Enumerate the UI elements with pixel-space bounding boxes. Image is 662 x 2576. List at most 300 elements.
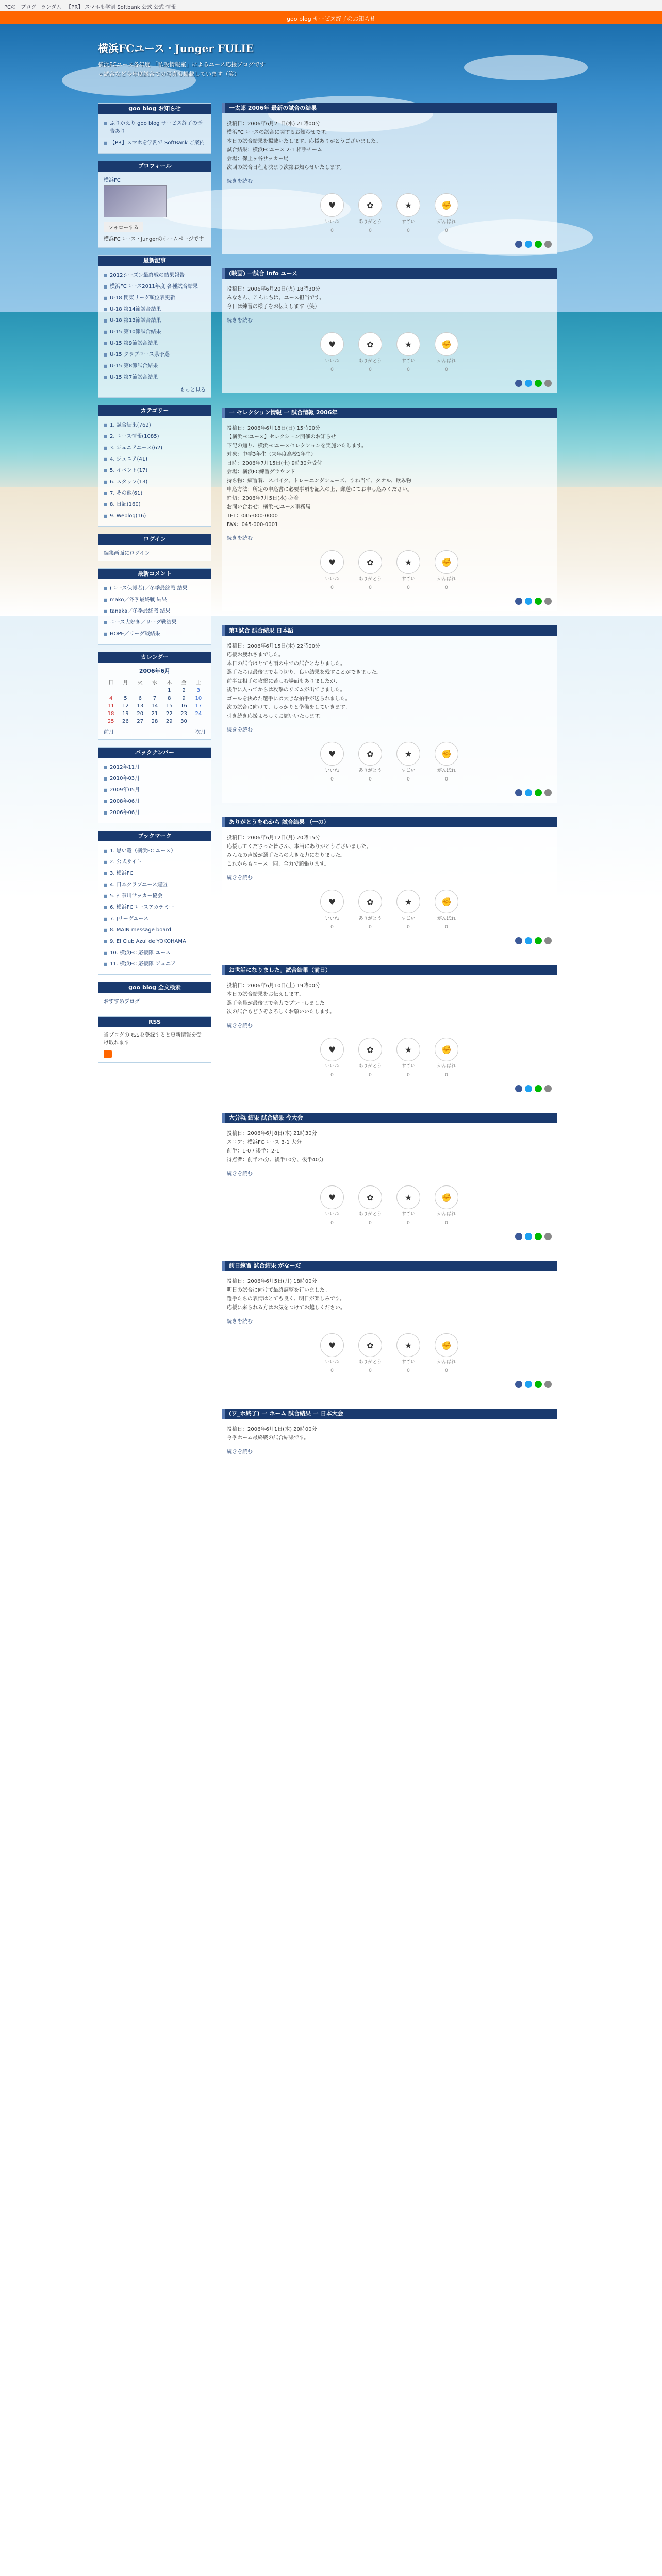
line-share-icon[interactable]: [535, 1085, 542, 1092]
reaction-count: 0: [407, 1368, 410, 1374]
reaction-count: 0: [407, 585, 410, 590]
calendar-day: [118, 687, 133, 694]
read-more-link[interactable]: 続きを読む: [227, 1023, 253, 1029]
reaction-icon: ✿: [358, 1333, 382, 1357]
bookmark-link[interactable]: ■ 10. 横浜FC 応援隊 ユース: [104, 947, 206, 959]
reaction-buttons: [227, 332, 552, 375]
share-buttons: [227, 1085, 552, 1092]
facebook-share-icon[interactable]: [515, 380, 522, 387]
line-share-icon[interactable]: [535, 380, 542, 387]
post-text-line: 後半に入ってからは攻撃のリズムが出てきました。: [227, 687, 345, 693]
reaction-count: 0: [330, 777, 334, 782]
reaction-button[interactable]: [432, 742, 461, 784]
category-link[interactable]: ■ 5. イベント(17): [104, 465, 206, 477]
calendar-day[interactable]: 10: [195, 696, 202, 701]
reaction-icon: ✿: [358, 742, 382, 766]
read-more-link[interactable]: 続きを読む: [227, 179, 253, 184]
sidebox-profile: [98, 161, 211, 248]
calendar-day[interactable]: 11: [107, 703, 114, 709]
sidebox-title: 最新記事: [98, 256, 211, 266]
calendar-weekday: 金: [181, 680, 187, 686]
recent-post-link[interactable]: ■ U-15 第9節試合結果: [104, 338, 206, 349]
reaction-count: 0: [369, 1221, 372, 1226]
reaction-icon: ✊: [435, 193, 458, 217]
recent-post-link[interactable]: ■ U-15 第8節試合結果: [104, 361, 206, 372]
recommend-blog-link[interactable]: おすすめブログ: [104, 999, 140, 1005]
bookmark-link[interactable]: ■ 4. 日本クラブユース連盟: [104, 879, 206, 891]
blog-post: [222, 817, 557, 951]
calendar-day[interactable]: 12: [122, 703, 129, 709]
post-title[interactable]: 一太郎 2006年 最新の試合の結果: [222, 103, 557, 113]
recent-post-link[interactable]: ■ 横浜FCユース2011年度 各種試合結果: [104, 281, 206, 293]
category-link[interactable]: ■ 1. 試合結果(762): [104, 420, 206, 431]
login-link[interactable]: 編集画面にログイン: [104, 551, 150, 556]
calendar-weekday: 土: [195, 680, 201, 686]
reaction-icon: ★: [396, 1333, 420, 1357]
reaction-button[interactable]: [356, 550, 385, 592]
blog-description-line2: ｅ試合など今年度試合での写真も掲載しています（笑）: [98, 71, 240, 77]
reaction-icon: ★: [396, 742, 420, 766]
reaction-button[interactable]: [356, 890, 385, 932]
post-text-line: 会場：横浜FC練習グラウンド: [227, 469, 295, 475]
twitter-share-icon[interactable]: [525, 380, 532, 387]
reaction-button[interactable]: [318, 332, 346, 375]
recent-post-link[interactable]: ■ U-18 第13節試合結果: [104, 315, 206, 327]
reaction-label: ありがとう: [358, 768, 382, 773]
blog-description: [98, 60, 562, 79]
post-text-line: お問い合わせ：横浜FCユース事務局: [227, 504, 311, 510]
reaction-icon: ✿: [358, 1038, 382, 1061]
reaction-button[interactable]: [432, 193, 461, 235]
facebook-share-icon[interactable]: [515, 598, 522, 605]
bookmark-link[interactable]: ■ 2. 公式サイト: [104, 857, 206, 868]
bookmark-share-icon[interactable]: [544, 241, 552, 248]
sidebox-recent-posts: [98, 255, 211, 398]
calendar-month: 2006年6月: [139, 668, 171, 674]
top-link-blog[interactable]: ブログ: [21, 5, 37, 10]
reaction-count: 0: [330, 925, 334, 930]
calendar-day[interactable]: 6: [138, 696, 142, 701]
follow-button[interactable]: フォローする: [104, 222, 143, 232]
post-body: [222, 636, 557, 803]
blog-post: [222, 1261, 557, 1394]
facebook-share-icon[interactable]: [515, 937, 522, 944]
reaction-label: いいね: [325, 1064, 339, 1069]
calendar-day[interactable]: 30: [180, 719, 187, 724]
comment-link[interactable]: ■ HOPE／リーグ戦結果: [104, 629, 206, 640]
reaction-count: 0: [445, 367, 448, 372]
recent-post-link[interactable]: ■ 2012シーズン最終戦の結果報告: [104, 270, 206, 281]
blog-description-line1: 横浜FCユース各年度 「私設情報室」によるユース応援ブログです: [98, 61, 266, 68]
reaction-count: 0: [407, 228, 410, 233]
reaction-icon: ✊: [435, 742, 458, 766]
reaction-button[interactable]: [356, 1185, 385, 1228]
archive-link[interactable]: ■ 2008年06月: [104, 796, 206, 807]
reaction-icon: ★: [396, 550, 420, 574]
comment-link[interactable]: ■ tanaka／冬季最終戦 結果: [104, 606, 206, 617]
service-notice-text[interactable]: goo blog サービス終了のお知らせ: [287, 15, 375, 22]
calendar-day[interactable]: 20: [137, 711, 144, 717]
archive-link[interactable]: ■ 2009年05月: [104, 785, 206, 796]
post-text-line: 投稿日：2006年6月5日(月) 18時00分: [227, 1279, 317, 1284]
calendar-day[interactable]: 2: [182, 688, 186, 693]
reaction-count: 0: [445, 1221, 448, 1226]
sidebox-title: バックナンバー: [98, 748, 211, 758]
reaction-button[interactable]: [432, 890, 461, 932]
line-share-icon[interactable]: [535, 1381, 542, 1388]
category-link[interactable]: ■ 6. スタッフ(13): [104, 477, 206, 488]
reaction-icon: ✊: [435, 1333, 458, 1357]
reaction-button[interactable]: [356, 742, 385, 784]
reaction-button[interactable]: [432, 332, 461, 375]
twitter-share-icon[interactable]: [525, 789, 532, 796]
line-share-icon[interactable]: [535, 789, 542, 796]
calendar-day: [147, 687, 162, 694]
calendar-weekday: 水: [152, 680, 157, 686]
recent-post-link[interactable]: ■ U-15 クラブユース県予選: [104, 349, 206, 361]
reaction-label: ありがとう: [358, 916, 382, 921]
top-link-pr[interactable]: 【PR】 スマホも学割 Softbank 公式 公式 情報: [66, 5, 176, 10]
bookmark-link[interactable]: ■ 3. 横浜FC: [104, 868, 206, 879]
post-text-line: 前半：1-0 / 後半：2-1: [227, 1148, 280, 1154]
reaction-button[interactable]: [394, 890, 423, 932]
post-text-line: みんなの声援が選手たちの大きな力になりました。: [227, 853, 345, 858]
facebook-share-icon[interactable]: [515, 1085, 522, 1092]
reaction-button[interactable]: [394, 1185, 423, 1228]
profile-image[interactable]: [104, 185, 167, 217]
calendar-weekday: 火: [137, 680, 143, 686]
reaction-icon: ★: [396, 1185, 420, 1209]
read-more-link[interactable]: 続きを読む: [227, 1319, 253, 1325]
sidebox-comments: [98, 568, 211, 645]
reaction-count: 0: [330, 585, 334, 590]
calendar-day[interactable]: 28: [151, 719, 158, 724]
recent-post-link[interactable]: ■ U-15 第10節試合結果: [104, 327, 206, 338]
bookmark-link[interactable]: ■ 7. Jリーグユース: [104, 913, 206, 925]
category-link[interactable]: ■ 7. その他(61): [104, 488, 206, 499]
calendar-day[interactable]: 14: [151, 703, 158, 709]
post-body: [222, 1271, 557, 1394]
bookmark-link[interactable]: ■ 11. 横浜FC 応援隊 ジュニア: [104, 959, 206, 970]
post-title[interactable]: お世話になりました。試合結果（前日）: [222, 965, 557, 975]
sidebox-login: [98, 534, 211, 561]
bookmark-link[interactable]: ■ 1. 思い遣（横浜FC ユース）: [104, 845, 206, 857]
calendar-day: [104, 687, 118, 694]
post-title[interactable]: (ワ_ホ終了) 一 ホーム 試合結果 一 日本大会: [222, 1409, 557, 1419]
sidebox-category: [98, 405, 211, 527]
read-more-link[interactable]: 続きを読む: [227, 318, 253, 324]
reaction-count: 0: [407, 925, 410, 930]
calendar-day[interactable]: 13: [137, 703, 144, 709]
rss-icon[interactable]: [104, 1050, 112, 1058]
reaction-label: すごい: [401, 768, 416, 773]
calendar-day[interactable]: 26: [122, 719, 129, 724]
reaction-button[interactable]: [432, 1038, 461, 1080]
bookmark-share-icon[interactable]: [544, 937, 552, 944]
sidebox-title: 最新コメント: [98, 569, 211, 579]
post-text-line: 選手全員が最後まで全力でプレーしました。: [227, 1001, 330, 1006]
twitter-share-icon[interactable]: [525, 1085, 532, 1092]
reaction-icon: ✿: [358, 332, 382, 356]
bookmark-link[interactable]: ■ 5. 神奈川サッカー協会: [104, 891, 206, 902]
bookmark-link[interactable]: ■ 9. El Club Azul de YOKOHAMA: [104, 936, 206, 947]
post-text-line: 本日の試合結果をお伝えします。: [227, 992, 304, 997]
sidebox-title: ログイン: [98, 534, 211, 545]
post-text-line: 投稿日：2006年6月12日(月) 20時15分: [227, 835, 320, 841]
reaction-buttons: [227, 193, 552, 235]
sidebox-title: goo blog お知らせ: [98, 104, 211, 114]
sidebox-title: ブックマーク: [98, 831, 211, 841]
reaction-label: すごい: [401, 1212, 416, 1217]
sidebox-title: goo blog 全文検索: [98, 982, 211, 993]
reaction-button[interactable]: [394, 550, 423, 592]
reaction-button[interactable]: [318, 742, 346, 784]
reaction-button[interactable]: [356, 193, 385, 235]
calendar-prev-link[interactable]: 前月: [104, 730, 114, 735]
post-text-line: 【横浜FCユース】セレクション開催のお知らせ: [227, 434, 336, 440]
bookmark-share-icon[interactable]: [544, 380, 552, 387]
bookmark-share-icon[interactable]: [544, 1233, 552, 1240]
reaction-icon: ✊: [435, 1038, 458, 1061]
comment-link[interactable]: ■ ユース大好き／リーグ戦結果: [104, 617, 206, 629]
archive-link[interactable]: ■ 2012年11月: [104, 762, 206, 773]
archive-link[interactable]: ■ 2006年06月: [104, 807, 206, 819]
post-text-line: 応援お疲れさまでした。: [227, 652, 284, 658]
calendar-table: [104, 677, 206, 725]
reaction-icon: ✿: [358, 550, 382, 574]
reaction-button[interactable]: [356, 1038, 385, 1080]
post-title[interactable]: (映画) 一試合 info ユース: [222, 268, 557, 279]
reaction-count: 0: [369, 1368, 372, 1374]
calendar-day[interactable]: 16: [180, 703, 187, 709]
top-link-random[interactable]: ランダム: [41, 5, 61, 10]
reaction-count: 0: [445, 585, 448, 590]
reaction-button[interactable]: [318, 1038, 346, 1080]
calendar-next-link[interactable]: 次月: [195, 730, 206, 735]
reaction-count: 0: [330, 1073, 334, 1078]
archive-link[interactable]: ■ 2010年03月: [104, 773, 206, 785]
bookmark-link[interactable]: ■ 8. MAIN message board: [104, 925, 206, 936]
post-body: [222, 279, 557, 393]
reaction-button[interactable]: [394, 332, 423, 375]
facebook-share-icon[interactable]: [515, 1381, 522, 1388]
read-more-link[interactable]: 続きを読む: [227, 875, 253, 881]
reaction-button[interactable]: [394, 742, 423, 784]
post-title[interactable]: 一 セレクション情報 一 試合情報 2006年: [222, 408, 557, 418]
reaction-icon: ★: [396, 193, 420, 217]
post-title[interactable]: 前日練習 試合結果 がなーだ: [222, 1261, 557, 1271]
calendar-day[interactable]: 18: [107, 711, 114, 717]
reaction-button[interactable]: [318, 1185, 346, 1228]
calendar-day[interactable]: 9: [182, 696, 186, 701]
calendar-day[interactable]: 21: [151, 711, 158, 717]
calendar-day[interactable]: 3: [196, 688, 201, 693]
category-link[interactable]: ■ 2. ユース情報(1085): [104, 431, 206, 443]
blog-title[interactable]: 横浜FCユース・Junger FULIE: [98, 42, 254, 55]
twitter-share-icon[interactable]: [525, 598, 532, 605]
top-link-pc[interactable]: PCの: [4, 5, 16, 10]
reaction-icon: ✊: [435, 550, 458, 574]
reaction-count: 0: [445, 1073, 448, 1078]
line-share-icon[interactable]: [535, 241, 542, 248]
reaction-label: すごい: [401, 577, 416, 582]
reaction-label: いいね: [325, 577, 339, 582]
post-text-line: 締切：2006年7月5日(水) 必着: [227, 496, 299, 501]
post-text-line: 引き続き応援よろしくお願いいたします。: [227, 714, 325, 719]
post-text-line: 持ち物：練習着、スパイク、トレーニングシューズ、すね当て、タオル、飲み物: [227, 478, 411, 484]
sidebox-title: プロフィール: [98, 161, 211, 172]
reaction-label: いいね: [325, 219, 339, 225]
calendar-day[interactable]: 29: [166, 719, 173, 724]
reaction-count: 0: [369, 925, 372, 930]
post-text-line: 今季ホーム最終戦の試合結果です。: [227, 1435, 309, 1441]
reaction-count: 0: [445, 925, 448, 930]
facebook-share-icon[interactable]: [515, 1233, 522, 1240]
calendar-day[interactable]: 22: [166, 711, 173, 717]
reaction-icon: ✊: [435, 890, 458, 913]
read-more-link[interactable]: 続きを読む: [227, 536, 253, 541]
reaction-button[interactable]: [356, 1333, 385, 1376]
reaction-button[interactable]: [432, 550, 461, 592]
post-body: [222, 418, 557, 611]
calendar-day[interactable]: 27: [137, 719, 144, 724]
comment-link[interactable]: ■ mako／冬季最終戦 結果: [104, 595, 206, 606]
reaction-count: 0: [330, 228, 334, 233]
recent-post-link[interactable]: ■ U-18 第14節試合結果: [104, 304, 206, 315]
post-title[interactable]: 第1試合 試合結果 日本語: [222, 625, 557, 636]
category-link[interactable]: ■ 8. 日記(160): [104, 499, 206, 511]
reaction-button[interactable]: [394, 193, 423, 235]
share-buttons: [227, 1233, 552, 1240]
twitter-share-icon[interactable]: [525, 241, 532, 248]
reaction-count: 0: [330, 1221, 334, 1226]
service-notice-bar[interactable]: [0, 11, 662, 24]
reaction-buttons: [227, 1038, 552, 1080]
post-title[interactable]: 大分戦 結果 試合結果 今大会: [222, 1113, 557, 1123]
reaction-count: 0: [407, 777, 410, 782]
list-item[interactable]: ■ ふりかえり goo blog サービス終了の予告あり: [104, 118, 206, 138]
line-share-icon[interactable]: [535, 937, 542, 944]
post-text-line: ゴールを決めた選手には大きな拍手が送られました。: [227, 696, 351, 702]
reaction-label: ありがとう: [358, 219, 382, 225]
reaction-button[interactable]: [394, 1038, 423, 1080]
line-share-icon[interactable]: [535, 1233, 542, 1240]
category-link[interactable]: ■ 3. ジュニアユース(62): [104, 443, 206, 454]
post-text-line: TEL：045-000-0000: [227, 513, 278, 519]
reaction-button[interactable]: [394, 1333, 423, 1376]
post-text-line: 下記の通り、横浜FCユースセレクションを実施いたします。: [227, 443, 367, 449]
reaction-icon: ✿: [358, 193, 382, 217]
calendar-day[interactable]: 15: [166, 703, 173, 709]
reaction-button[interactable]: [432, 1185, 461, 1228]
reaction-button[interactable]: [356, 332, 385, 375]
calendar-day[interactable]: 24: [195, 711, 202, 717]
reaction-label: いいね: [325, 1212, 339, 1217]
reaction-button[interactable]: [432, 1333, 461, 1376]
post-title[interactable]: ありがとうを心から 試合結果 （一の）: [222, 817, 557, 827]
twitter-share-icon[interactable]: [525, 1233, 532, 1240]
reaction-button[interactable]: [318, 193, 346, 235]
calendar-day[interactable]: 23: [180, 711, 187, 717]
bookmark-link[interactable]: ■ 6. 横浜FCユースアカデミー: [104, 902, 206, 913]
post-text-line: 投稿日：2006年6月18日(日) 15時00分: [227, 426, 320, 431]
reaction-count: 0: [445, 1368, 448, 1374]
reaction-label: がんばれ: [437, 1360, 456, 1365]
post-text-line: 前半は相手の攻撃に苦しむ場面もありましたが、: [227, 679, 340, 684]
reaction-count: 0: [369, 777, 372, 782]
reaction-icon: ♥: [320, 1038, 344, 1061]
reaction-button[interactable]: [318, 1333, 346, 1376]
line-share-icon[interactable]: [535, 598, 542, 605]
profile-description: 横浜FCユース・Jungerのホームページです: [104, 236, 204, 242]
read-more-link[interactable]: 続きを読む: [227, 1449, 253, 1455]
post-text-line: 得点者：前半25分、後半10分、後半40分: [227, 1157, 324, 1163]
bookmark-share-icon[interactable]: [544, 598, 552, 605]
facebook-share-icon[interactable]: [515, 241, 522, 248]
more-link[interactable]: もっと見る: [180, 387, 206, 393]
category-link[interactable]: ■ 4. ジュニア(41): [104, 454, 206, 465]
comment-link[interactable]: ■ (ユース保護者)／冬季最終戦 結果: [104, 583, 206, 595]
recent-post-link[interactable]: ■ U-15 第7節試合結果: [104, 372, 206, 383]
reaction-icon: ♥: [320, 742, 344, 766]
reaction-button[interactable]: [318, 890, 346, 932]
blog-post: [222, 103, 557, 254]
calendar-day[interactable]: 25: [107, 719, 114, 724]
post-body: [222, 1123, 557, 1246]
bookmark-share-icon[interactable]: [544, 789, 552, 796]
calendar-day[interactable]: 7: [153, 696, 157, 701]
reaction-count: 0: [369, 228, 372, 233]
sidebox-rss: [98, 1016, 211, 1063]
reaction-label: すごい: [401, 1360, 416, 1365]
recent-post-link[interactable]: ■ U-18 関東リーグ順位表更新: [104, 293, 206, 304]
calendar-day[interactable]: 17: [195, 703, 202, 709]
bookmark-share-icon[interactable]: [544, 1085, 552, 1092]
read-more-link[interactable]: 続きを読む: [227, 727, 253, 733]
bookmark-share-icon[interactable]: [544, 1381, 552, 1388]
twitter-share-icon[interactable]: [525, 1381, 532, 1388]
reaction-count: 0: [369, 367, 372, 372]
reaction-icon: ★: [396, 890, 420, 913]
category-link[interactable]: ■ 9. Weblog(16): [104, 511, 206, 522]
post-text-line: 本日の試合はとても雨の中での試合となりました。: [227, 661, 345, 667]
read-more-link[interactable]: 続きを読む: [227, 1171, 253, 1177]
calendar-weekday: 日: [108, 680, 114, 686]
calendar-day[interactable]: 5: [124, 696, 127, 701]
facebook-share-icon[interactable]: [515, 789, 522, 796]
reaction-label: いいね: [325, 768, 339, 773]
calendar-day[interactable]: 1: [168, 688, 171, 693]
reaction-label: がんばれ: [437, 916, 456, 921]
reaction-icon: ✿: [358, 1185, 382, 1209]
blog-header: [98, 40, 562, 76]
list-item[interactable]: ■ 【PR】スマホを学割で SoftBank ご案内: [104, 138, 206, 149]
blog-post: [222, 965, 557, 1098]
calendar-day[interactable]: 4: [109, 696, 113, 701]
reaction-button[interactable]: [318, 550, 346, 592]
calendar-day: [191, 718, 206, 725]
sidebox-title: カテゴリー: [98, 405, 211, 416]
twitter-share-icon[interactable]: [525, 937, 532, 944]
reaction-count: 0: [330, 367, 334, 372]
post-text-line: 本日の試合結果を掲載いたします。応援ありがとうございました。: [227, 139, 382, 144]
post-text-line: 明日の試合に向けて最終調整を行いました。: [227, 1287, 330, 1293]
reaction-label: ありがとう: [358, 359, 382, 364]
profile-name[interactable]: 横浜FC: [104, 178, 121, 183]
reaction-label: がんばれ: [437, 219, 456, 225]
calendar-day[interactable]: 19: [122, 711, 129, 717]
calendar-day[interactable]: 8: [168, 696, 171, 701]
